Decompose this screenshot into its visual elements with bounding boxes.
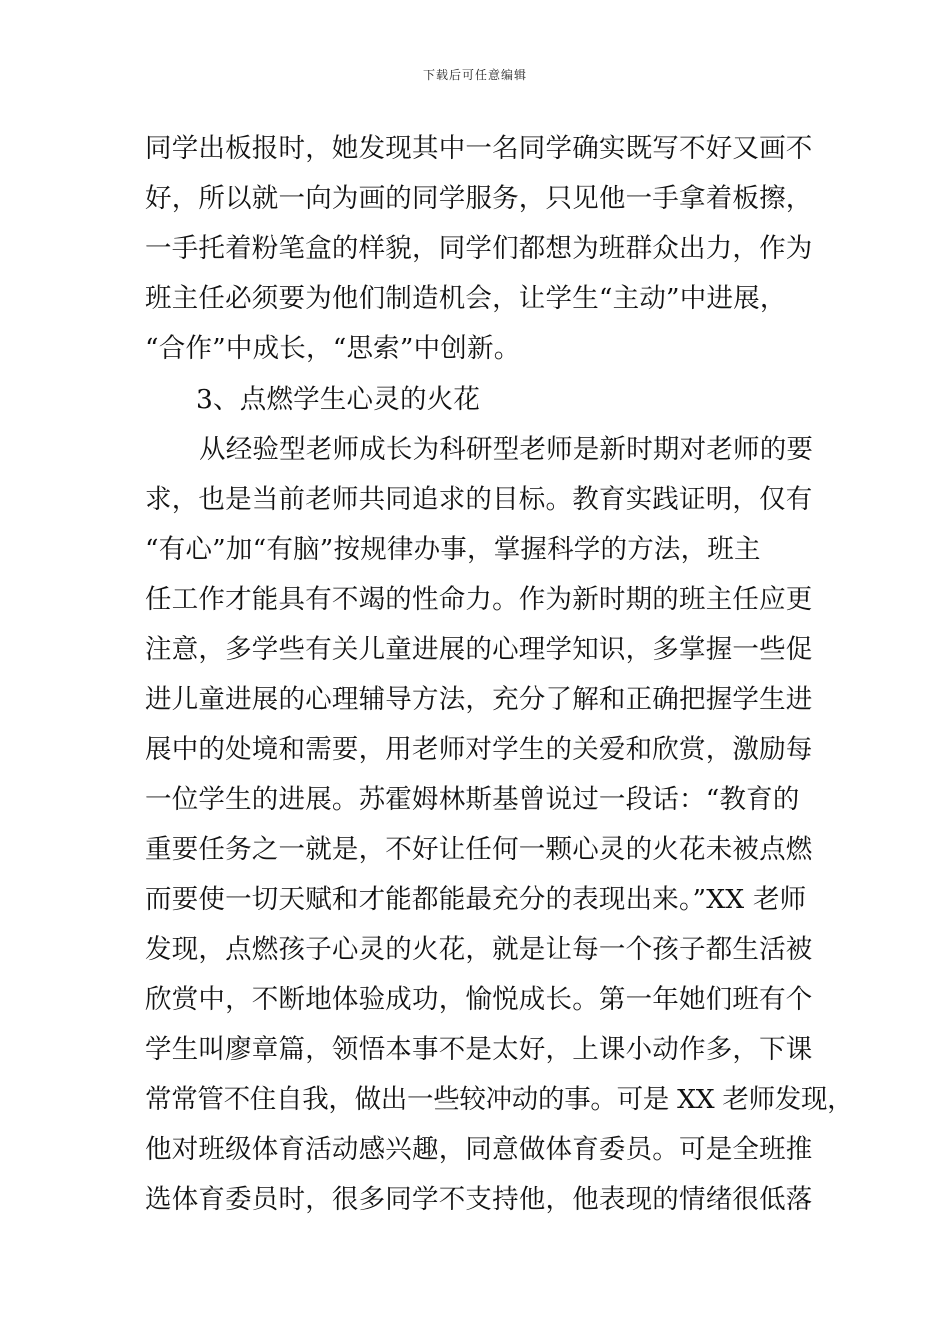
body-line: 他对班级体育活动感兴趣，同意做体育委员。可是全班推 <box>145 1134 813 1165</box>
body-line: 好，所以就一向为画的同学服务，只见他一手拿着板擦， <box>145 183 813 214</box>
body-line: 重要任务之一就是，不好让任何一颗心灵的火花未被点燃 <box>145 834 813 865</box>
body-line: 班主任必须要为他们制造机会，让学生“主动”中进展， <box>145 283 787 314</box>
body-line: 一位学生的进展。苏霍姆林斯基曾说过一段话：“教育的 <box>145 784 800 815</box>
body-line: 选体育委员时，很多同学不支持他，他表现的情绪很低落 <box>145 1184 813 1215</box>
body-line: 展中的处境和需要，用老师对学生的关爱和欣赏，激励每 <box>145 734 813 765</box>
body-line: 欣赏中，不断地体验成功，愉悦成长。第一年她们班有个 <box>145 984 813 1015</box>
body-line: 一手托着粉笔盒的样貌，同学们都想为班群众出力，作为 <box>145 233 813 264</box>
paragraph-first-line: 从经验型老师成长为科研型老师是新时期对老师的要 <box>199 434 814 465</box>
section-heading: 3、点燃学生心灵的火花 <box>196 384 481 415</box>
body-line: 发现，点燃孩子心灵的火花，就是让每一个孩子都生活被 <box>145 934 813 965</box>
body-line: “有心”加“有脑”按规律办事，掌握科学的方法，班主 <box>145 534 761 565</box>
body-line: 学生叫廖章篇，领悟本事不是太好，上课小动作多，下课 <box>145 1034 813 1065</box>
body-line: 注意，多学些有关儿童进展的心理学知识，多掌握一些促 <box>145 634 813 665</box>
body-line: 进儿童进展的心理辅导方法，充分了解和正确把握学生进 <box>145 684 813 715</box>
body-line: 同学出板报时，她发现其中一名同学确实既写不好又画不 <box>145 133 813 164</box>
body-line: “合作”中成长，“思索”中创新。 <box>145 333 521 364</box>
page-header: 下载后可任意编辑 <box>422 68 527 82</box>
body-line: 常常管不住自我，做出一些较冲动的事。可是 XX 老师发现， <box>145 1084 854 1115</box>
body-line: 而要使一切天赋和才能都能最充分的表现出来。”XX 老师 <box>145 884 807 915</box>
body-line: 求，也是当前老师共同追求的目标。教育实践证明，仅有 <box>145 484 813 515</box>
body-line: 任工作才能具有不竭的性命力。作为新时期的班主任应更 <box>145 584 813 615</box>
